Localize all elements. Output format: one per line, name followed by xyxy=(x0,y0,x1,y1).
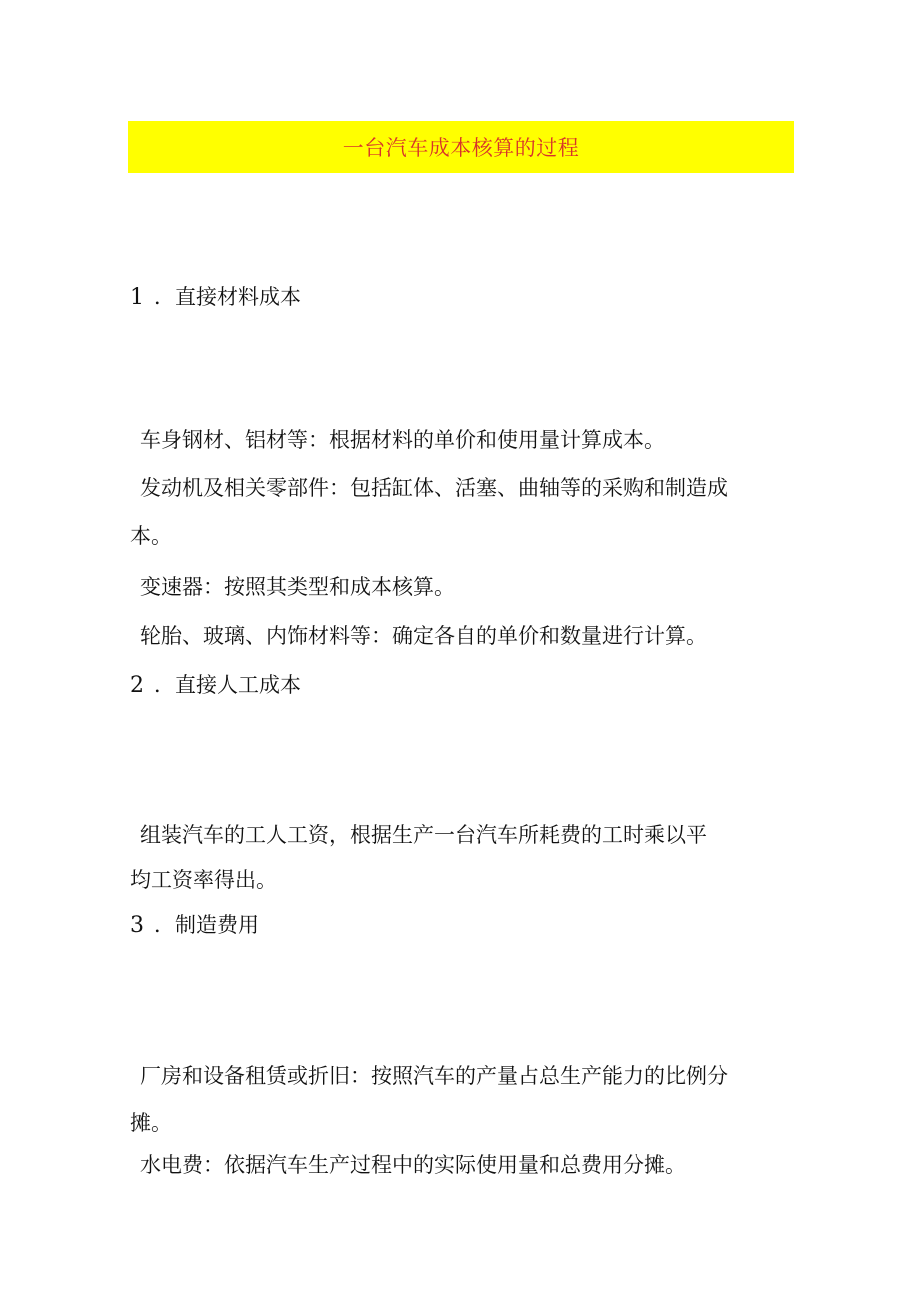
section-heading-text: ．直接人工成本 xyxy=(154,673,301,697)
paragraph-line: 变速器：按照其类型和成本核算。 xyxy=(140,575,455,599)
section-heading-1 xyxy=(130,283,301,312)
section-number: 2 xyxy=(130,673,144,698)
document-title-banner xyxy=(128,121,794,173)
paragraph-line: 摊。 xyxy=(130,1111,172,1135)
section-number: 3 xyxy=(130,913,144,938)
paragraph-line: 均工资率得出。 xyxy=(130,868,277,892)
paragraph-line: 车身钢材、铝材等：根据材料的单价和使用量计算成本。 xyxy=(140,428,665,452)
paragraph-line: 本。 xyxy=(130,524,172,548)
paragraph-line: 组装汽车的工人工资，根据生产一台汽车所耗费的工时乘以平 xyxy=(140,823,707,847)
section-number: 1 xyxy=(130,285,144,310)
section-heading-text: ．直接材料成本 xyxy=(154,285,301,309)
paragraph-line: 轮胎、玻璃、内饰材料等：确定各自的单价和数量进行计算。 xyxy=(140,624,707,648)
paragraph-line: 发动机及相关零部件：包括缸体、活塞、曲轴等的采购和制造成 xyxy=(140,476,728,500)
section-heading-text: ．制造费用 xyxy=(154,913,259,937)
document-title: 一台汽车成本核算的过程 xyxy=(342,136,580,160)
section-heading-3 xyxy=(130,911,259,940)
paragraph-line: 水电费：依据汽车生产过程中的实际使用量和总费用分摊。 xyxy=(140,1153,686,1177)
paragraph-line: 厂房和设备租赁或折旧：按照汽车的产量占总生产能力的比例分 xyxy=(140,1064,728,1088)
section-heading-2 xyxy=(130,671,301,700)
